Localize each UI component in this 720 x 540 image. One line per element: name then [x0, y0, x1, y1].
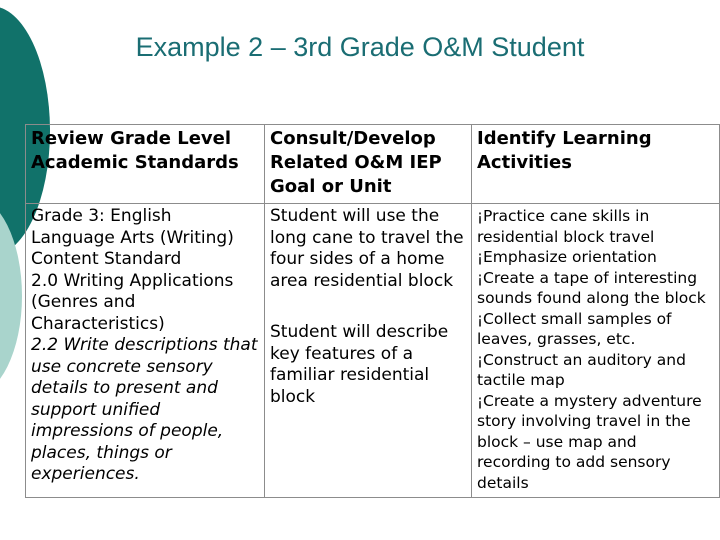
- header-standards: Review Grade Level Academic Standards: [26, 125, 265, 204]
- bullet-icon: ¡: [477, 350, 484, 369]
- table-body-row: [26, 204, 720, 498]
- goal-cane-travel: Student will use the long cane to travel the four sides of a home area residential block: [270, 206, 464, 291]
- header-goal: Consult/Develop Related O&M IEP Goal or Unit: [265, 125, 472, 204]
- bullet-icon: ¡: [477, 207, 484, 225]
- standard-writing: 2.0 Writing Applications (Genres and Characteristics): [31, 270, 234, 334]
- standard-content: Grade 3: English Language Arts (Writing) Content Standard: [31, 206, 234, 269]
- activities-cell: [472, 204, 720, 498]
- bullet-icon: ¡: [477, 309, 484, 328]
- goal-describe-features: Student will describe key features of a familiar residential block: [270, 322, 449, 407]
- bullet-icon: ¡: [477, 391, 484, 410]
- curriculum-table: [25, 124, 720, 498]
- activities-list: [477, 206, 714, 493]
- standard-descriptions: 2.2 Write descriptions that use concrete sensory details to present and support unified impressions of people, places, things or experiences.: [31, 335, 258, 484]
- bullet-icon: ¡: [477, 268, 484, 287]
- standards-cell: [26, 204, 265, 498]
- list-item: ¡Construct an auditory and tactile map: [477, 350, 686, 389]
- list-item: ¡Create a tape of interesting sounds found along the block: [477, 268, 706, 307]
- table-header-row: [26, 125, 720, 204]
- goal-cell: [265, 204, 472, 498]
- bullet-icon: ¡: [477, 248, 484, 266]
- list-item: ¡Practice cane skills in residential block travel: [477, 207, 655, 246]
- header-activities: Identify Learning Activities: [472, 125, 720, 204]
- list-item: ¡Create a mystery adventure story involving travel in the block – use map and recording to add sensory details: [477, 391, 702, 492]
- slide-title: Example 2 – 3rd Grade O&M Student: [135, 32, 585, 62]
- list-item: ¡Emphasize orientation: [477, 248, 657, 266]
- list-item: ¡Collect small samples of leaves, grasses, etc.: [477, 309, 672, 348]
